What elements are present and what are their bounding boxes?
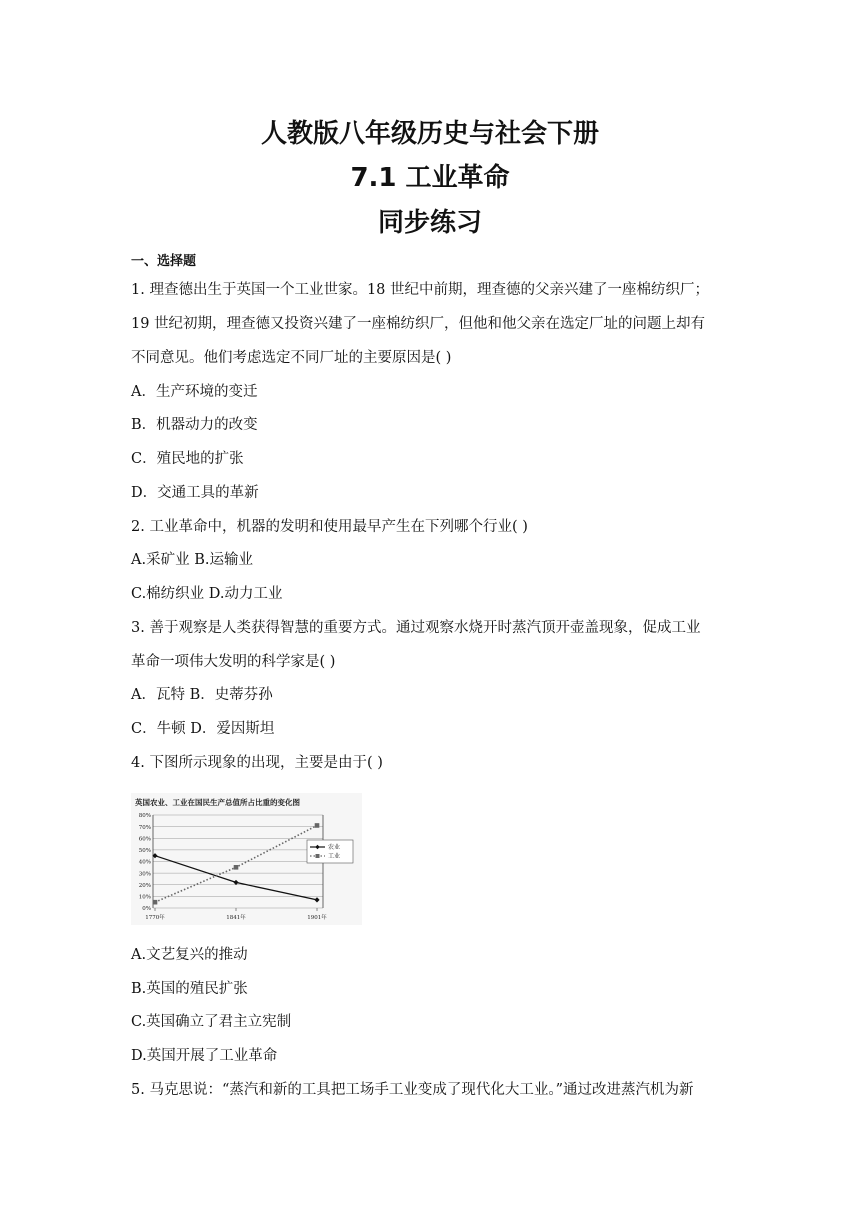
- q5-stem-line-1: 5. 马克思说：“蒸汽和新的工具把工场手工业变成了现代化大工业。”通过改进蒸汽机为新: [131, 1082, 694, 1098]
- chart-y-tick-label: 40%: [138, 859, 151, 866]
- q3-options-ab: A．瓦特 B．史蒂芬孙: [131, 687, 273, 703]
- q1-option-c: C．殖民地的扩张: [131, 451, 244, 467]
- q2-options-ab: A.采矿业 B.运输业: [131, 552, 253, 568]
- chart-x-tick-label: 1901年: [307, 915, 327, 921]
- q4-option-d: D.英国开展了工业革命: [131, 1048, 278, 1064]
- chart-y-tick-label: 0%: [142, 906, 151, 913]
- q4-stem: 4. 下图所示现象的出现，主要是由于( ): [131, 755, 383, 771]
- q3-stem-line-1: 3. 善于观察是人类获得智慧的重要方式。通过观察水烧开时蒸汽顶开壶盖现象，促成工业: [131, 620, 701, 636]
- doc-title-line-1: 人教版八年级历史与社会下册: [260, 119, 599, 149]
- chart-y-tick-label: 20%: [138, 882, 151, 889]
- q2-stem: 2. 工业革命中，机器的发明和使用最早产生在下列哪个行业( ): [131, 519, 528, 535]
- chart-point: [315, 823, 320, 828]
- doc-title-line-3: 同步练习: [377, 208, 482, 238]
- q4-option-a: A.文艺复兴的推动: [131, 947, 248, 963]
- q1-option-b: B．机器动力的改变: [131, 417, 258, 433]
- chart-point: [234, 865, 239, 870]
- chart-y-ticks: [139, 813, 151, 912]
- chart-y-tick-label: 50%: [138, 848, 151, 855]
- q4-option-b: B.英国的殖民扩张: [131, 981, 248, 997]
- chart-legend-marker: [316, 854, 320, 858]
- chart-legend: [307, 840, 353, 863]
- q2-options-cd: C.棉纺织业 D.动力工业: [131, 586, 283, 602]
- q1-stem-line-1: 1. 理查德出生于英国一个工业世家。18 世纪中前期，理查德的父亲兴建了一座棉纺织厂；: [131, 282, 709, 298]
- q1-stem-line-3: 不同意见。他们考虑选定不同厂址的主要原因是( ): [131, 350, 452, 366]
- chart-point: [153, 900, 158, 905]
- q1-stem-line-2: 19 世纪初期，理查德又投资兴建了一座棉纺织厂，但他和他父亲在选定厂址的问题上却有: [131, 316, 706, 332]
- chart-legend-label: 农业: [328, 844, 341, 852]
- doc-title-line-2: 7.1 工业革命: [350, 163, 510, 193]
- chart-title: 英国农业、工业在国民生产总值所占比重的变化图: [135, 798, 300, 807]
- chart-y-tick-label: 80%: [138, 813, 151, 820]
- chart-legend-label: 工业: [328, 853, 341, 861]
- chart-x-tick-label: 1841年: [226, 915, 246, 921]
- chart-y-tick-label: 60%: [138, 836, 151, 843]
- q4-chart: [131, 793, 362, 925]
- q4-option-c: C.英国确立了君主立宪制: [131, 1014, 292, 1030]
- chart-y-tick-label: 10%: [138, 894, 151, 901]
- chart-y-tick-label: 70%: [138, 824, 151, 831]
- q3-stem-line-2: 革命一项伟大发明的科学家是( ): [131, 654, 336, 670]
- chart-y-tick-label: 30%: [138, 871, 151, 878]
- q1-option-a: A．生产环境的变迁: [131, 384, 258, 400]
- q1-option-d: D．交通工具的革新: [131, 485, 259, 501]
- chart-svg: [131, 793, 362, 925]
- section-heading: 一、选择题: [131, 254, 197, 269]
- q3-options-cd: C．牛顿 D．爱因斯坦: [131, 721, 275, 737]
- chart-x-tick-label: 1770年: [145, 915, 165, 921]
